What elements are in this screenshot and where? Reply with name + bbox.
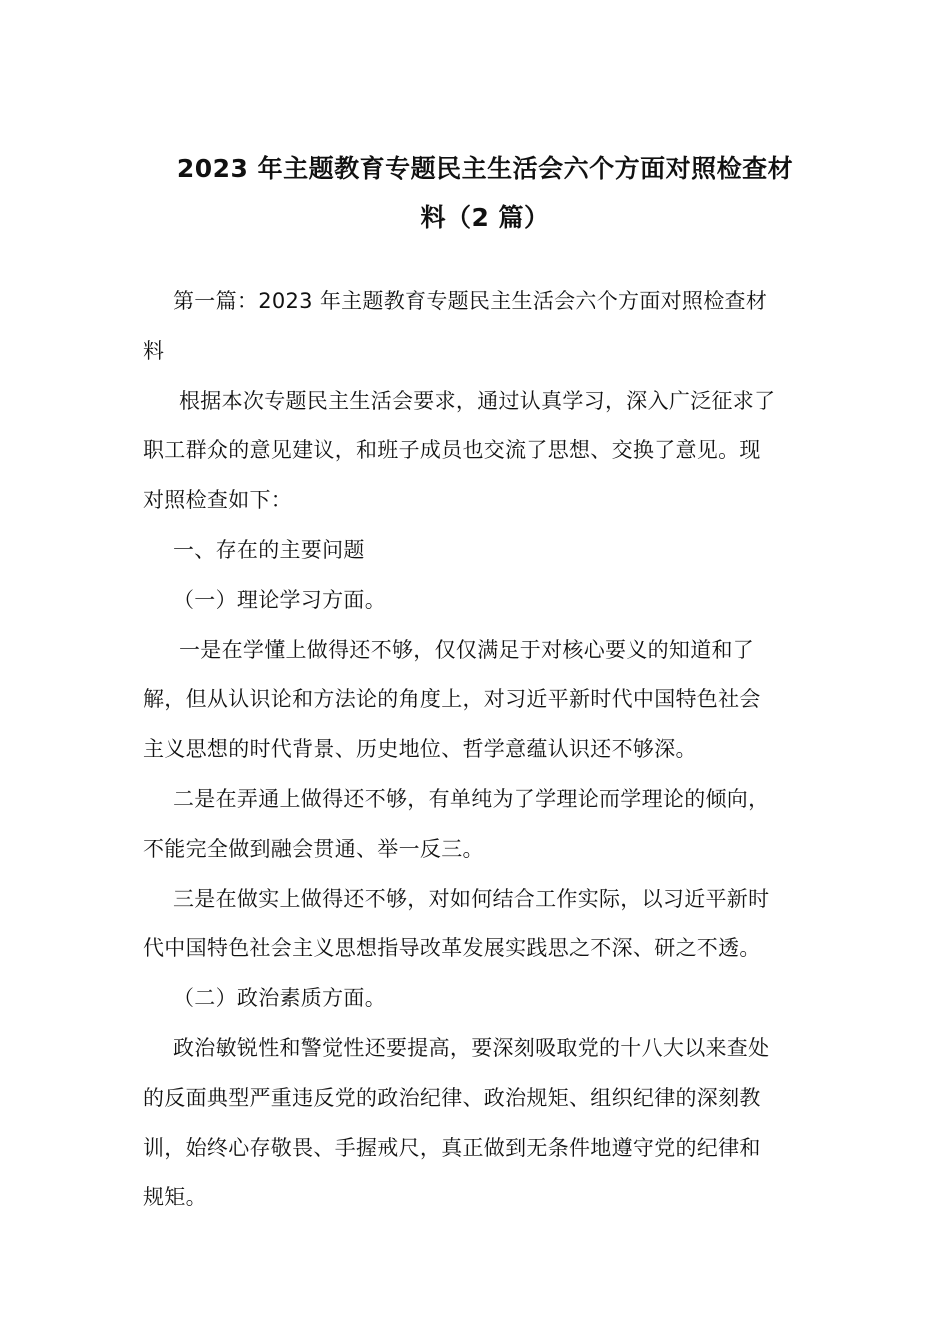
paragraph-line: 二是在弄通上做得还不够，有单纯为了学理论而学理论的倾向， <box>173 786 770 811</box>
paragraph-line: （一）理论学习方面。 <box>173 587 386 612</box>
paragraph-subsection-1-heading <box>143 576 811 626</box>
paragraph-line: 解，但从认识论和方法论的角度上，对习近平新时代中国特色社会 <box>143 687 761 712</box>
document-title <box>140 144 830 242</box>
paragraph-line: 一、存在的主要问题 <box>173 537 365 562</box>
title-line: 2023 年主题教育专题民主生活会六个方面对照检查材 <box>176 153 794 183</box>
paragraph-subsection-2-heading <box>143 974 811 1024</box>
paragraph-line: 训，始终心存敬畏、手握戒尺，真正做到无条件地遵守党的纪律和 <box>143 1135 761 1160</box>
paragraph-line: 政治敏锐性和警觉性还要提高，要深刻吸取党的十八大以来查处 <box>173 1035 770 1060</box>
paragraph-part-one-heading <box>143 277 811 377</box>
paragraph-line: 料 <box>143 338 165 363</box>
paragraph-line: 第一篇：2023 年主题教育专题民主生活会六个方面对照检查材 <box>173 289 768 313</box>
paragraph-line: 主义思想的时代背景、历史地位、哲学意蕴认识还不够深。 <box>143 737 697 762</box>
paragraph-point-3 <box>143 875 811 975</box>
paragraph-section-one-heading <box>143 526 811 576</box>
paragraph-political-quality <box>143 1024 811 1223</box>
paragraph-line: 职工群众的意见建议，和班子成员也交流了思想、交换了意见。现 <box>143 438 761 463</box>
paragraph-line: 对照检查如下： <box>143 488 293 513</box>
paragraph-point-2 <box>143 775 811 875</box>
document-body <box>143 277 811 1223</box>
paragraph-line: 一是在学懂上做得还不够，仅仅满足于对核心要义的知道和了 <box>179 637 755 662</box>
paragraph-line: 根据本次专题民主生活会要求，通过认真学习，深入广泛征求了 <box>179 388 776 413</box>
paragraph-line: 不能完全做到融会贯通、举一反三。 <box>143 836 484 861</box>
paragraph-line: 的反面典型严重违反党的政治纪律、政治规矩、组织纪律的深刻教 <box>143 1085 761 1110</box>
paragraph-line: 代中国特色社会主义思想指导改革发展实践思之不深、研之不透。 <box>143 936 761 961</box>
paragraph-line: 三是在做实上做得还不够，对如何结合工作实际，以习近平新时 <box>173 886 770 911</box>
title-line: 料（2 篇） <box>420 202 550 232</box>
paragraph-line: 规矩。 <box>143 1185 207 1210</box>
paragraph-intro <box>143 377 811 526</box>
paragraph-point-1 <box>143 626 811 775</box>
paragraph-line: （二）政治素质方面。 <box>173 986 386 1011</box>
